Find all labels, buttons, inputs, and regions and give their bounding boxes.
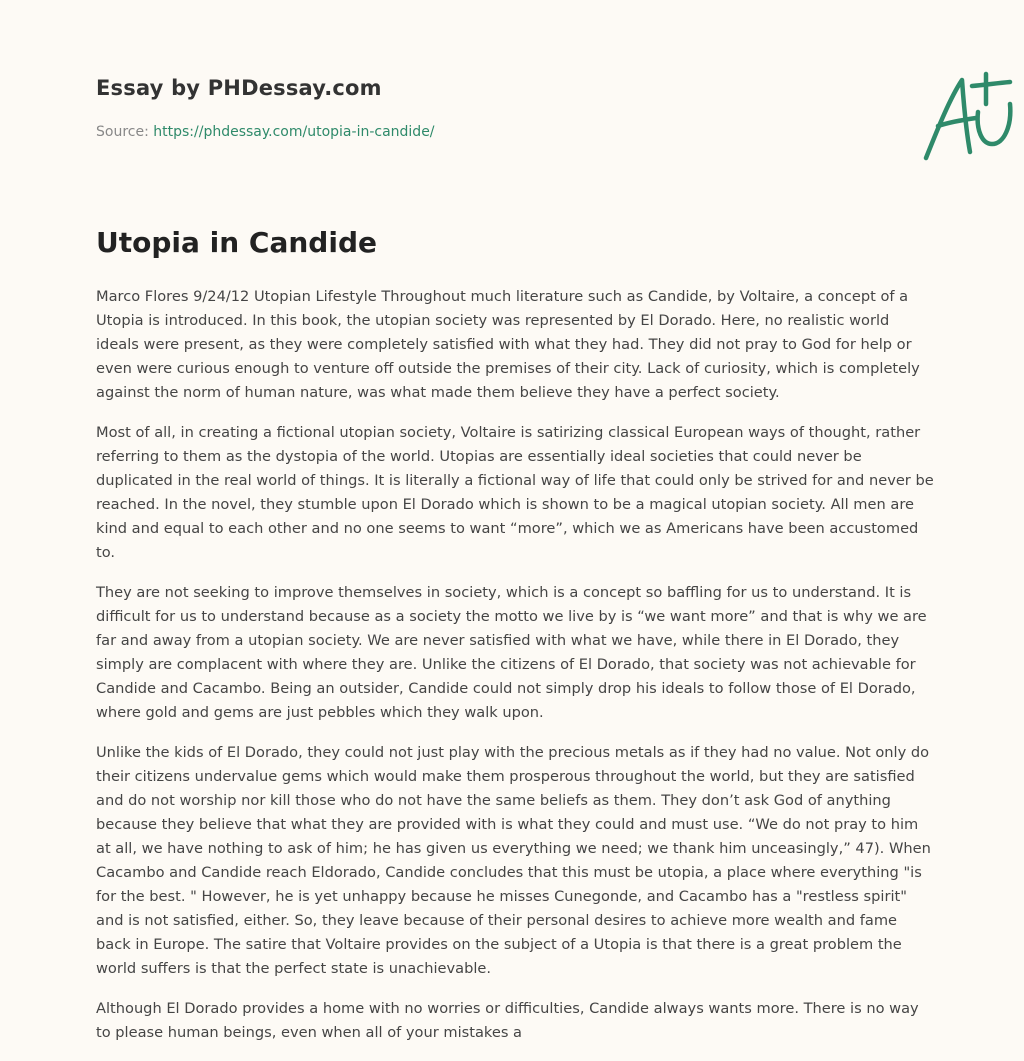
source-link[interactable]: https://phdessay.com/utopia-in-candide/ xyxy=(153,124,435,140)
source-line xyxy=(96,124,435,140)
a-plus-logo-icon xyxy=(916,68,1020,164)
essay-paragraph: Although El Dorado provides a home with no worries or difficulties, Candide always wants more. There is no way to please human beings, even when all of your mistakes a xyxy=(96,1000,919,1041)
essay-paragraph: Marco Flores 9/24/12 Utopian Lifestyle Throughout much literature such as Candide, by Voltaire, a concept of a Utopia is introduced. In this book, the utopian society was represented by El Dorado. Here, no realistic world ideals were present, as they were completely satisfied with what they had. They did not pray to God for help or even were curious enough to venture off outside the premises of their city. Lack of curiosity, which is completely against the norm of human nature, was what made them believe they have a perfect society. xyxy=(96,288,920,401)
essay-paragraph: They are not seeking to improve themselves in society, which is a concept so baffling for us to understand. It is difficult for us to understand because as a society the motto we live by is “we want more” and that is why we are far and away from a utopian society. We are never satisfied with what we have, while there in El Dorado, they simply are complacent with where they are. Unlike the citizens of El Dorado, that society was not achievable for Candide and Cacambo. Being an outsider, Candide could not simply drop his ideals to follow those of El Dorado, where gold and gems are just pebbles which they walk upon. xyxy=(96,584,927,721)
source-label: Source: xyxy=(96,124,154,140)
essay-title: Utopia in Candide xyxy=(96,226,377,259)
site-brand: Essay by PHDessay.com xyxy=(96,76,382,100)
essay-body xyxy=(96,285,936,1061)
essay-paragraph: Most of all, in creating a fictional utopian society, Voltaire is satirizing classical European ways of thought, rather referring to them as the dystopia of the world. Utopias are essentially ideal societies that could never be duplicated in the real world of things. It is literally a fictional way of life that could only be strived for and never be reached. In the novel, they stumble upon El Dorado which is shown to be a magical utopian society. All men are kind and equal to each other and no one seems to want “more”, which we as Americans have been accustomed to. xyxy=(96,424,934,561)
essay-paragraph: Unlike the kids of El Dorado, they could not just play with the precious metals as if they had no value. Not only do their citizens undervalue gems which would make them prosperous throughout the world, but they are satisfied and do not worship nor kill those who do not have the same beliefs as them. They don’t ask God of anything because they believe that what they are provided with is what they could and must use. “We do not pray to him at all, we have nothing to ask of him; he has given us everything we need; we thank him unceasingly,” 47). When Cacambo and Candide reach Eldorado, Candide concludes that this must be utopia, a place where everything "is for the best. " However, he is yet unhappy because he misses Cunegonde, and Cacambo has a "restless spirit" and is not satisfied, either. So, they leave because of their personal desires to achieve more wealth and fame back in Europe. The satire that Voltaire provides on the subject of a Utopia is that there is a great problem the world suffers is that the perfect state is unachievable. xyxy=(96,744,931,977)
